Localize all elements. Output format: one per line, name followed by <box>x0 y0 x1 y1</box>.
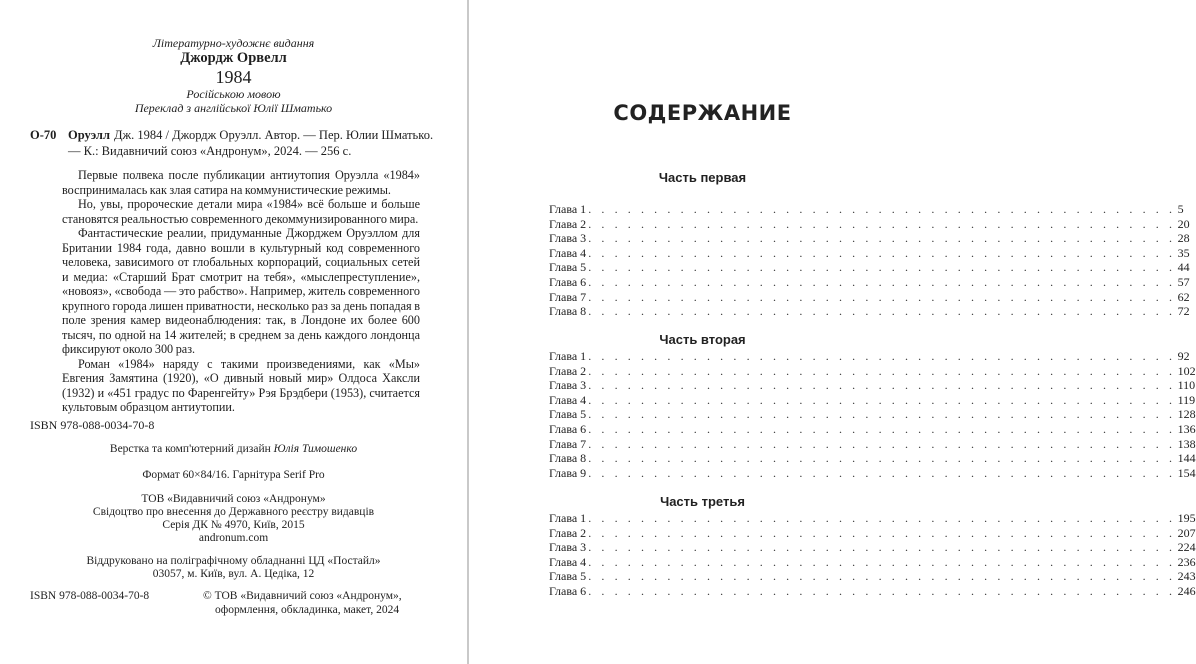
dot-leader: . . . . . . . . . . . . . . . . . . . . . . . . . . . . . . . . . . . . . . . . . . . . . <box>588 216 1176 231</box>
toc-entry[interactable] <box>549 407 1196 422</box>
dot-leader: . . . . . . . . . . . . . . . . . . . . . . . . . . . . . . . . . . . . . . . . . . . . . <box>588 231 1176 246</box>
toc-entry-page: 57 <box>1177 274 1190 289</box>
publisher-certificate: Свідоцтво про внесення до Державного реєстру видавців <box>92 506 375 518</box>
toc-entry-page: 5 <box>1177 202 1184 216</box>
copyright-line2: оформлення, обкладинка, макет, 2024 <box>215 603 400 616</box>
toc-entry-label: Глава 6 <box>549 274 587 289</box>
toc-entry-label: Глава 1 <box>549 202 587 216</box>
dot-leader: . . . . . . . . . . . . . . . . . . . . . . . . . . . . . . . . . . . . . . . . . . . . . <box>588 583 1176 598</box>
catalog-surname: Оруэлл <box>68 128 110 142</box>
annotation <box>62 168 420 415</box>
part-heading: Часть третья <box>660 494 745 509</box>
layout-credit <box>0 443 467 456</box>
toc-entry-page: 102 <box>1177 363 1196 378</box>
toc-entry-page: 236 <box>1177 554 1196 569</box>
toc-entry[interactable] <box>549 202 1184 217</box>
translation-credit: Переклад з англійської Юлії Шматько <box>134 101 333 115</box>
toc-entry[interactable] <box>549 304 1190 319</box>
annotation-paragraph: Первые полвека после публикации антиутопия Оруэлла «1984» воспринималась как злая сатира на коммунистические режимы. <box>62 168 420 197</box>
toc-entry-label: Глава 5 <box>549 260 587 275</box>
annotation-paragraph: Роман «1984» наряду с такими произведениями, как «Мы» Евгения Замятина (1920), «О дивный новый мир» Олдоса Хаксли (1932) и «451 градус по Фаренгейту» Рэя Брэдбери (1953), считается культовым образцом антиутопии. <box>62 356 420 414</box>
toc-entry-page: 136 <box>1177 421 1196 436</box>
dot-leader: . . . . . . . . . . . . . . . . . . . . . . . . . . . . . . . . . . . . . . . . . . . . . <box>588 392 1176 407</box>
publisher-info <box>0 493 467 545</box>
toc-entry[interactable] <box>549 289 1190 305</box>
copyright <box>203 590 402 617</box>
catalog-entry <box>30 127 455 159</box>
toc-entry-page: 35 <box>1177 245 1190 260</box>
toc-entry-label: Глава 5 <box>549 569 587 584</box>
printer-info <box>0 555 467 581</box>
toc-entry[interactable] <box>549 540 1196 555</box>
publisher-series: Серія ДК № 4970, Київ, 2015 <box>162 519 305 531</box>
toc-entry-page: 20 <box>1177 216 1190 231</box>
toc-entry[interactable] <box>549 451 1196 466</box>
toc-entry-label: Глава 5 <box>549 407 587 422</box>
toc-entry[interactable] <box>549 583 1196 599</box>
catalog-line1: Дж. 1984 / Джордж Оруэлл. Автор. — Пер. Юлии Шматько. <box>113 128 434 142</box>
toc-entry-page: 44 <box>1177 260 1190 275</box>
toc-entry-page: 195 <box>1177 511 1196 525</box>
toc-entry-page: 72 <box>1177 304 1190 319</box>
dot-leader: . . . . . . . . . . . . . . . . . . . . . . . . . . . . . . . . . . . . . . . . . . . . . <box>588 202 1176 216</box>
toc-entry[interactable] <box>549 216 1190 232</box>
toc-entry-label: Глава 7 <box>549 289 587 304</box>
dot-leader: . . . . . . . . . . . . . . . . . . . . . . . . . . . . . . . . . . . . . . . . . . . . . <box>588 363 1176 378</box>
toc-entry-page: 110 <box>1177 378 1196 393</box>
toc-entry[interactable] <box>549 569 1196 584</box>
toc-entry[interactable] <box>549 511 1196 526</box>
copyright-line1: © ТОВ «Видавничий союз «Андронум», <box>203 590 402 602</box>
toc-entry-page: 128 <box>1177 407 1196 422</box>
toc-entry-label: Глава 4 <box>549 245 587 260</box>
toc-entry-label: Глава 1 <box>549 349 587 363</box>
toc-entry[interactable] <box>549 349 1190 364</box>
toc-entry-page: 144 <box>1177 451 1196 466</box>
toc-entry[interactable] <box>549 392 1196 408</box>
imprint-type: Літературно-художнє видання <box>152 36 315 50</box>
contents-title: СОДЕРЖАНИЕ <box>613 101 792 125</box>
toc-entry[interactable] <box>549 421 1196 437</box>
toc-entry[interactable] <box>549 363 1196 379</box>
book-title: 1984 <box>215 67 252 87</box>
toc-entry[interactable] <box>549 525 1196 541</box>
toc-entry[interactable] <box>549 260 1190 275</box>
toc-entry-page: 138 <box>1177 436 1196 451</box>
part-heading: Часть вторая <box>659 332 746 347</box>
toc-entry[interactable] <box>549 274 1190 290</box>
toc-entry-page: 207 <box>1177 525 1196 540</box>
dot-leader: . . . . . . . . . . . . . . . . . . . . . . . . . . . . . . . . . . . . . . . . . . . . . <box>588 525 1176 540</box>
dot-leader: . . . . . . . . . . . . . . . . . . . . . . . . . . . . . . . . . . . . . . . . . . . . . <box>588 421 1176 436</box>
dot-leader: . . . . . . . . . . . . . . . . . . . . . . . . . . . . . . . . . . . . . . . . . . . . . <box>588 465 1176 480</box>
toc-entry-label: Глава 4 <box>549 392 587 407</box>
dot-leader: . . . . . . . . . . . . . . . . . . . . . . . . . . . . . . . . . . . . . . . . . . . . . <box>588 436 1176 451</box>
toc-entry-page: 28 <box>1177 231 1190 246</box>
toc-entry[interactable] <box>549 554 1196 570</box>
toc-entry-page: 92 <box>1177 349 1190 363</box>
toc-entry-label: Глава 7 <box>549 436 587 451</box>
toc-list <box>549 349 1196 480</box>
toc-entry-label: Глава 1 <box>549 511 587 525</box>
toc-entry[interactable] <box>549 231 1190 246</box>
toc-entry-label: Глава 8 <box>549 304 587 319</box>
dot-leader: . . . . . . . . . . . . . . . . . . . . . . . . . . . . . . . . . . . . . . . . . . . . . <box>588 304 1176 319</box>
toc-entry-label: Глава 2 <box>549 216 587 231</box>
part-heading: Часть первая <box>658 170 747 185</box>
toc-entry-label: Глава 3 <box>549 231 587 246</box>
layout-credit-prefix: Верстка та комп'ютерний дизайн <box>109 443 271 455</box>
toc-entry-label: Глава 4 <box>549 554 587 569</box>
dot-leader: . . . . . . . . . . . . . . . . . . . . . . . . . . . . . . . . . . . . . . . . . . . . . <box>588 260 1176 275</box>
toc-list <box>549 202 1190 319</box>
toc-entry[interactable] <box>549 245 1190 261</box>
catalog-line1-row <box>30 127 455 143</box>
isbn-top: ISBN 978-088-0034-70-8 <box>30 418 155 432</box>
dot-leader: . . . . . . . . . . . . . . . . . . . . . . . . . . . . . . . . . . . . . . . . . . . . . <box>588 407 1176 422</box>
toc-entry[interactable] <box>549 465 1196 481</box>
dot-leader: . . . . . . . . . . . . . . . . . . . . . . . . . . . . . . . . . . . . . . . . . . . . . <box>588 349 1176 363</box>
toc-entry-page: 119 <box>1177 392 1196 407</box>
format-info: Формат 60×84/16. Гарнітура Serif Pro <box>142 469 325 481</box>
annotation-paragraph: Но, увы, пророческие детали мира «1984» всё больше и больше становятся реальностью современного декоммунизированного мира. <box>62 197 420 226</box>
catalog-line2: — К.: Видавничий союз «Андронум», 2024. — 256 с. <box>68 144 352 158</box>
toc-entry-label: Глава 2 <box>549 363 587 378</box>
dot-leader: . . . . . . . . . . . . . . . . . . . . . . . . . . . . . . . . . . . . . . . . . . . . . <box>588 511 1176 525</box>
imprint-page <box>0 0 467 664</box>
dot-leader: . . . . . . . . . . . . . . . . . . . . . . . . . . . . . . . . . . . . . . . . . . . . . <box>588 569 1176 584</box>
toc-entry-page: 246 <box>1177 583 1196 598</box>
toc-entry-page: 154 <box>1177 465 1196 480</box>
publisher-name: ТОВ «Видавничий союз «Андронум» <box>141 493 326 505</box>
dot-leader: . . . . . . . . . . . . . . . . . . . . . . . . . . . . . . . . . . . . . . . . . . . . . <box>588 451 1176 466</box>
toc-entry-label: Глава 9 <box>549 465 587 480</box>
printer-line1: Віддруковано на поліграфічному обладнанні ЦД «Постайл» <box>86 555 381 567</box>
toc-entry-label: Глава 6 <box>549 583 587 598</box>
dot-leader: . . . . . . . . . . . . . . . . . . . . . . . . . . . . . . . . . . . . . . . . . . . . . <box>588 378 1176 393</box>
toc-entry[interactable] <box>549 436 1196 452</box>
annotation-paragraph: Фантастические реалии, придуманные Джорджем Оруэллом для Британии 1984 года, давно вошли в культурный код современного человека, зависимого от глобальных корпораций, социальных сетей и медиа: «Старший Брат смотрит на тебя», «мыслепреступление», «новояз», «свобода — это рабство». Например, житель современного крупного города лишен приватности, несколько раз за день попадая в поле зрения камер видеонаблюдения: так, в Лондоне их более 600 тысяч, по одной на 14 жителей; в среднем за день каждого лондонца фиксируют около 300 раз. <box>62 226 420 356</box>
isbn-bottom: ISBN 978-088-0034-70-8 <box>30 590 150 602</box>
toc-list <box>549 511 1196 599</box>
dot-leader: . . . . . . . . . . . . . . . . . . . . . . . . . . . . . . . . . . . . . . . . . . . . . <box>588 540 1176 555</box>
layout-credit-name: Юлія Тимошенко <box>273 443 358 455</box>
toc-entry-label: Глава 2 <box>549 525 587 540</box>
toc-entry-page: 224 <box>1177 540 1196 555</box>
contents-page <box>469 0 1196 664</box>
dot-leader: . . . . . . . . . . . . . . . . . . . . . . . . . . . . . . . . . . . . . . . . . . . . . <box>588 274 1176 289</box>
printer-address: 03057, м. Київ, вул. А. Цедіка, 12 <box>152 568 315 580</box>
toc-entry-page: 62 <box>1177 289 1190 304</box>
author-name: Джордж Орвелл <box>180 50 287 66</box>
dot-leader: . . . . . . . . . . . . . . . . . . . . . . . . . . . . . . . . . . . . . . . . . . . . . <box>588 289 1176 304</box>
dot-leader: . . . . . . . . . . . . . . . . . . . . . . . . . . . . . . . . . . . . . . . . . . . . . <box>588 245 1176 260</box>
dot-leader: . . . . . . . . . . . . . . . . . . . . . . . . . . . . . . . . . . . . . . . . . . . . . <box>588 554 1176 569</box>
toc-entry[interactable] <box>549 378 1196 393</box>
language-note: Російською мовою <box>186 87 281 101</box>
toc-entry-label: Глава 8 <box>549 451 587 466</box>
toc-entry-page: 243 <box>1177 569 1196 584</box>
publisher-website: andronum.com <box>198 532 269 544</box>
catalog-code: О-70 <box>30 128 57 142</box>
toc-entry-label: Глава 3 <box>549 540 587 555</box>
toc-entry-label: Глава 3 <box>549 378 587 393</box>
toc-entry-label: Глава 6 <box>549 421 587 436</box>
